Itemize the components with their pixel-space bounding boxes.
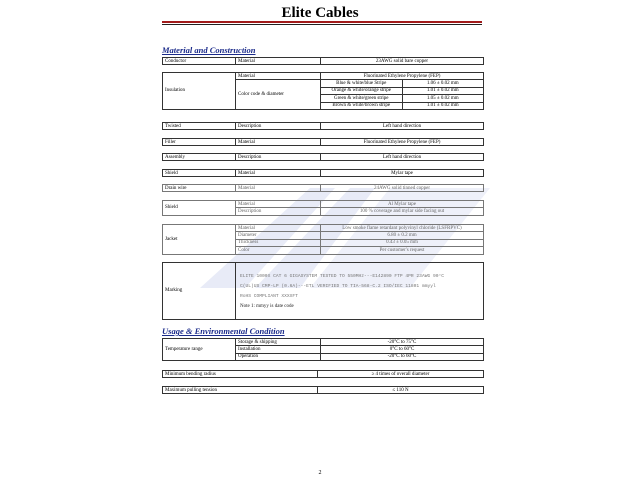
title-rule-dark (162, 24, 482, 25)
outer-shield-field: Material (236, 201, 321, 208)
color-name: Orange & white/orange stripe (321, 87, 403, 94)
twisted-value: Left hand direction (321, 123, 484, 130)
filler-table (162, 138, 484, 146)
bending-radius-label: Minimum bending radius (163, 371, 318, 378)
temperature-field: Installation (236, 346, 321, 353)
jacket-value: Low smoke flame retardant polyvinyl chloride (LSFRPVC) (321, 225, 484, 232)
marking-line: RoHS COMPLIANT XXXXFT (240, 294, 298, 300)
marking-table (162, 262, 484, 320)
jacket-label: Jacket (163, 225, 236, 255)
filler-label: Filler (163, 139, 236, 146)
section-heading-material: Material and Construction (162, 45, 256, 55)
outer-shield-value: 100 % coverage and mylar side facing out (321, 208, 484, 215)
color-diameter: 1.06 ± 0.02 mm (402, 80, 484, 87)
pulling-tension-table (162, 386, 484, 394)
insulation-label: Insulation (163, 73, 236, 110)
shield-field: Material (236, 170, 321, 177)
assembly-field: Description (236, 154, 321, 161)
color-diameter: 1.01 ± 0.02 mm (402, 87, 484, 94)
temperature-field: Storage & shipping (236, 339, 321, 346)
document-title: Elite Cables (281, 5, 359, 21)
assembly-value: Left hand direction (321, 154, 484, 161)
jacket-field: Thickness (236, 239, 321, 246)
assembly-table (162, 153, 484, 161)
twisted-table (162, 122, 484, 130)
temperature-table (162, 338, 484, 361)
marking-line: ELITE 1000X CAT 6 GIGASYSTEM TESTED TO 550MHz---E142890 FTP 4PR 23AWG 90°C (240, 274, 444, 280)
shield-label: Shield (163, 170, 236, 177)
page-number: 2 (318, 470, 322, 476)
temperature-label: Temperature range (163, 339, 236, 361)
bending-radius-table (162, 370, 484, 378)
drain-wire-table (162, 184, 484, 192)
outer-shield-value: Al Mylar tape (321, 201, 484, 208)
title-rule-red (162, 21, 482, 23)
drain-wire-field: Material (236, 185, 321, 192)
marking-label: Marking (163, 263, 236, 320)
marking-text-cell (236, 263, 484, 320)
drain-wire-value: 24AWG solid tinned copper (321, 185, 484, 192)
color-diameter: 1.05 ± 0.02 mm (402, 95, 484, 102)
jacket-value: 0.43 ± 0.05 mm (321, 239, 484, 246)
twisted-label: Twisted (163, 123, 236, 130)
pulling-tension-label: Maximum pulling tension (163, 387, 318, 394)
temperature-field: Operation (236, 353, 321, 360)
conductor-value: 23AWG solid bare copper (321, 58, 484, 65)
insulation-table (162, 72, 484, 110)
marking-note: Note 1: mmyy is date code (240, 304, 294, 310)
color-name: Blue & white/blue Stripe (321, 80, 403, 87)
bending-radius-value: ≥ 4 times of overall diameter (318, 371, 484, 378)
outer-shield-label: Shield (163, 201, 236, 216)
conductor-table (162, 57, 484, 65)
filler-value: Fluorinated Ethylene Propylene (FEP) (321, 139, 484, 146)
jacket-value: 6.80 ± 0.2 mm (321, 232, 484, 239)
pulling-tension-value: ≤ 110 N (318, 387, 484, 394)
conductor-label: Conductor (163, 58, 236, 65)
color-name: Green & white/green stripe (321, 95, 403, 102)
insulation-color-field: Color code & diameter (236, 80, 321, 110)
insulation-material-field: Material (236, 73, 321, 80)
assembly-label: Assembly (163, 154, 236, 161)
outer-shield-table (162, 200, 484, 216)
temperature-value: 0°C to 60°C (321, 346, 484, 353)
shield-table (162, 169, 484, 177)
jacket-value: Per customer's request (321, 247, 484, 254)
filler-field: Material (236, 139, 321, 146)
color-name: Brown & white/brown stripe (321, 102, 403, 109)
conductor-field: Material (236, 58, 321, 65)
twisted-field: Description (236, 123, 321, 130)
color-diameter: 1.01 ± 0.02 mm (402, 102, 484, 109)
drain-wire-label: Drain wire (163, 185, 236, 192)
temperature-value: -20°C to 60°C (321, 353, 484, 360)
marking-line: C(UL)US CMP-LP (0.6A)---ETL VERIFIED TO TIA-568-C.2 ISO/IEC 11801 mmyyl (240, 284, 436, 290)
section-heading-usage: Usage & Environmental Condition (162, 326, 285, 336)
jacket-field: Material (236, 225, 321, 232)
temperature-value: -20°C to 75°C (321, 339, 484, 346)
shield-value: Mylar tape (321, 170, 484, 177)
outer-shield-field: Description (236, 208, 321, 215)
jacket-field: Color (236, 247, 321, 254)
jacket-field: Diameter (236, 232, 321, 239)
jacket-table (162, 224, 484, 255)
insulation-material-value: Fluorinated Ethylene Propylene (FEP) (321, 73, 484, 80)
